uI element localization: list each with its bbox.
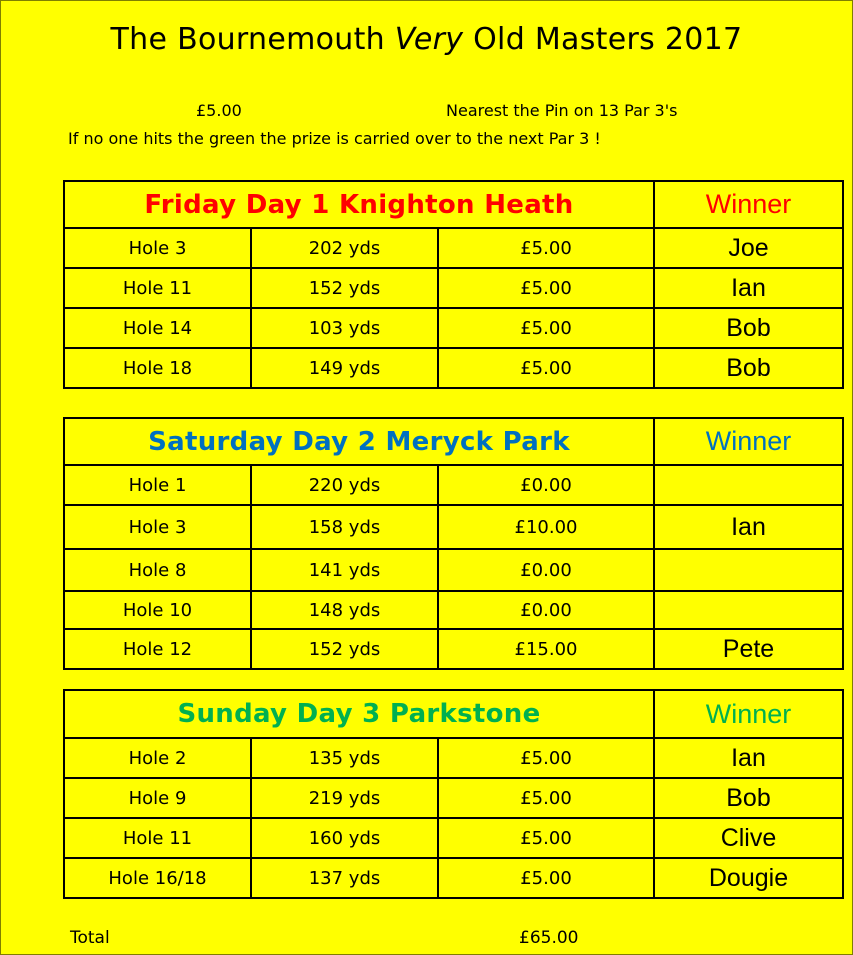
prize-cell: £5.00 — [438, 268, 654, 308]
prize-cell: £0.00 — [438, 465, 654, 505]
yards-cell: 220 yds — [251, 465, 438, 505]
total-label: Total — [70, 928, 110, 948]
prize-cell: £5.00 — [438, 308, 654, 348]
prize-cell: £0.00 — [438, 549, 654, 591]
table-row — [64, 778, 843, 818]
hole-cell: Hole 3 — [64, 228, 251, 268]
prize-cell: £5.00 — [438, 858, 654, 898]
yards-cell: 202 yds — [251, 228, 438, 268]
title-post: Old Masters 2017 — [463, 22, 743, 57]
winner-cell: Bob — [654, 308, 843, 348]
prize-cell: £15.00 — [438, 629, 654, 669]
day-title: Saturday Day 2 Meryck Park — [64, 418, 654, 465]
prize-cell: £10.00 — [438, 505, 654, 549]
friday-header-row — [64, 181, 843, 228]
table-row — [64, 348, 843, 388]
carry-over-rule: If no one hits the green the prize is carried over to the next Par 3 ! — [68, 129, 601, 148]
day-title: Friday Day 1 Knighton Heath — [64, 181, 654, 228]
winner-cell — [654, 591, 843, 629]
hole-cell: Hole 12 — [64, 629, 251, 669]
winner-cell: Ian — [654, 268, 843, 308]
table-row — [64, 591, 843, 629]
prize-cell: £5.00 — [438, 348, 654, 388]
title-emphasis: Very — [394, 22, 464, 57]
hole-cell: Hole 9 — [64, 778, 251, 818]
table-row — [64, 738, 843, 778]
hole-cell: Hole 14 — [64, 308, 251, 348]
winner-cell: Pete — [654, 629, 843, 669]
table-row — [64, 818, 843, 858]
yards-cell: 152 yds — [251, 629, 438, 669]
winner-cell: Joe — [654, 228, 843, 268]
nearest-pin-note: Nearest the Pin on 13 Par 3's — [446, 101, 678, 120]
yards-cell: 219 yds — [251, 778, 438, 818]
yards-cell: 141 yds — [251, 549, 438, 591]
saturday-table — [63, 417, 844, 670]
winner-header: Winner — [654, 418, 843, 465]
prize-amount: £5.00 — [196, 101, 242, 120]
day-title: Sunday Day 3 Parkstone — [64, 690, 654, 738]
table-row — [64, 308, 843, 348]
yards-cell: 160 yds — [251, 818, 438, 858]
prize-cell: £5.00 — [438, 818, 654, 858]
winner-cell: Ian — [654, 738, 843, 778]
table-row — [64, 505, 843, 549]
winner-header: Winner — [654, 181, 843, 228]
table-row — [64, 465, 843, 505]
hole-cell: Hole 16/18 — [64, 858, 251, 898]
yards-cell: 103 yds — [251, 308, 438, 348]
hole-cell: Hole 1 — [64, 465, 251, 505]
winner-cell: Dougie — [654, 858, 843, 898]
prize-cell: £5.00 — [438, 778, 654, 818]
winner-header: Winner — [654, 690, 843, 738]
hole-cell: Hole 11 — [64, 268, 251, 308]
total-value: £65.00 — [519, 928, 579, 948]
hole-cell: Hole 11 — [64, 818, 251, 858]
yards-cell: 148 yds — [251, 591, 438, 629]
sunday-table — [63, 689, 844, 899]
saturday-header-row — [64, 418, 843, 465]
table-row — [64, 268, 843, 308]
winner-cell — [654, 465, 843, 505]
yards-cell: 158 yds — [251, 505, 438, 549]
winner-cell: Clive — [654, 818, 843, 858]
yards-cell: 149 yds — [251, 348, 438, 388]
page-title — [0, 22, 853, 57]
hole-cell: Hole 8 — [64, 549, 251, 591]
hole-cell: Hole 3 — [64, 505, 251, 549]
yards-cell: 152 yds — [251, 268, 438, 308]
title-pre: The Bournemouth — [110, 22, 395, 57]
table-row — [64, 228, 843, 268]
winner-cell: Ian — [654, 505, 843, 549]
prize-cell: £5.00 — [438, 228, 654, 268]
winner-cell: Bob — [654, 778, 843, 818]
friday-table — [63, 180, 844, 389]
winner-cell: Bob — [654, 348, 843, 388]
sunday-header-row — [64, 690, 843, 738]
yards-cell: 137 yds — [251, 858, 438, 898]
prize-cell: £5.00 — [438, 738, 654, 778]
prize-cell: £0.00 — [438, 591, 654, 629]
hole-cell: Hole 10 — [64, 591, 251, 629]
hole-cell: Hole 18 — [64, 348, 251, 388]
hole-cell: Hole 2 — [64, 738, 251, 778]
yards-cell: 135 yds — [251, 738, 438, 778]
table-row — [64, 549, 843, 591]
table-row — [64, 629, 843, 669]
winner-cell — [654, 549, 843, 591]
table-row — [64, 858, 843, 898]
